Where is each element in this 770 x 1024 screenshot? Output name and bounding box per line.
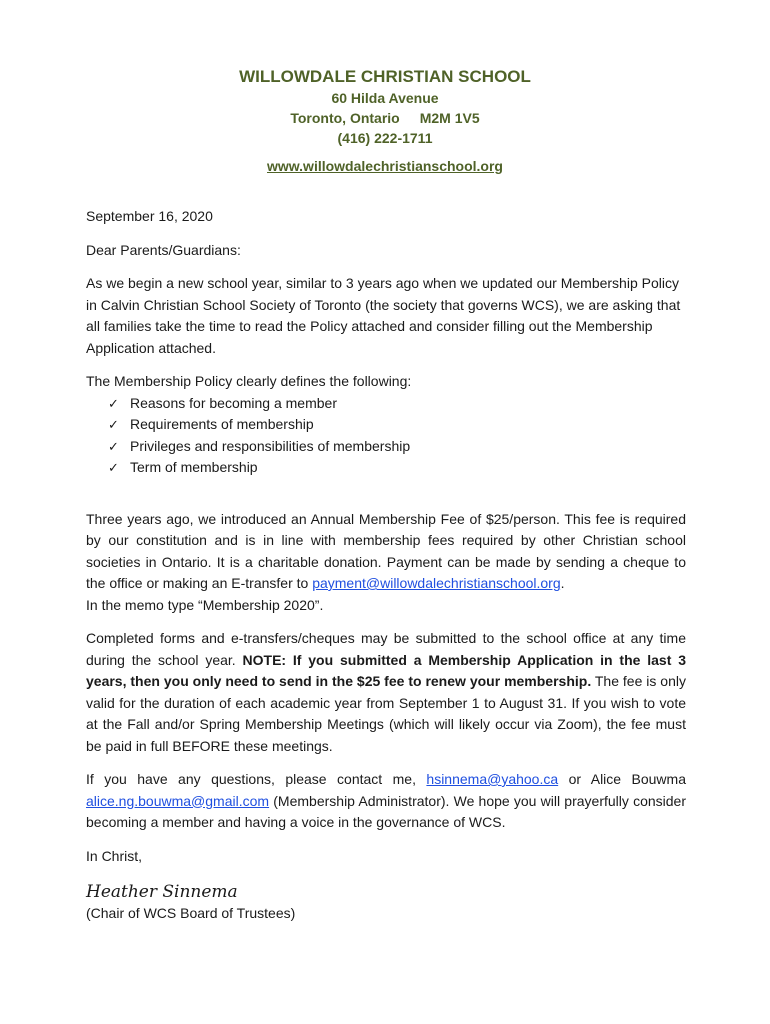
- intro-paragraph: As we begin a new school year, similar to 3 years ago when we updated our Membership Policy in Calvin Christian School Society of Toronto (the society that governs WCS), we are asking that all families take the time to read the Policy attached and consider filling out the Membership Application attached.: [86, 275, 681, 356]
- contact-email-link[interactable]: hsinnema@yahoo.ca: [426, 771, 559, 787]
- submit-text: Completed forms and e-transfers/cheques may be submitted to the school office at any time during the school year.: [86, 630, 686, 668]
- signer-title: (Chair of WCS Board of Trustees): [86, 905, 296, 921]
- website-link[interactable]: www.willowdalechristianschool.org: [267, 158, 503, 174]
- contact-mid: or Alice Bouwma: [558, 771, 686, 787]
- policy-lead: The Membership Policy clearly defines the following:: [86, 373, 412, 389]
- contact-text: If you have any questions, please contact me,: [86, 771, 427, 787]
- contact-paragraph: [86, 769, 686, 834]
- admin-email-link[interactable]: alice.ng.bouwma@gmail.com: [86, 792, 270, 809]
- fee-after: .: [560, 575, 565, 591]
- submit-note: NOTE: If you submitted a Membership Application in the last 3 years, then you only need to send in the $25 fee to renew your membership.: [86, 651, 686, 689]
- policy-section: [86, 371, 686, 479]
- fee-paragraph: [86, 509, 686, 617]
- letter-body: [86, 206, 686, 924]
- letter-date: September 16, 2020: [86, 208, 213, 224]
- checkmark-icon: ✓: [108, 417, 119, 432]
- list-item: [108, 414, 686, 436]
- checkmark-icon: ✓: [108, 438, 119, 454]
- contact-rest: (Membership Administrator). We hope you will prayerfully consider becoming a member and having a voice in the governance of WCS.: [86, 792, 686, 830]
- closing: In Christ,: [86, 847, 143, 864]
- checkmark-icon: ✓: [108, 460, 119, 475]
- list-item-label: Reasons for becoming a member: [130, 394, 337, 411]
- phone-number: (416) 222-1711: [337, 130, 433, 146]
- submit-rest: The fee is only valid for the duration of each academic year from September 1 to August 31. If you wish to vote at the Fall and/or Spring Membership Meetings (which will likely occur via Zoom), the fee must be paid in full BEFORE these meetings.: [86, 673, 686, 754]
- list-item-label: Privileges and responsibilities of membership: [130, 437, 411, 454]
- submit-paragraph: [86, 628, 686, 757]
- payment-email-link[interactable]: payment@willowdalechristianschool.org: [312, 575, 561, 591]
- policy-checklist: [86, 393, 686, 479]
- list-item-label: Requirements of membership: [130, 416, 314, 432]
- list-item-label: Term of membership: [130, 459, 258, 475]
- signature: Heather Sinnema: [86, 882, 238, 902]
- city-line: [0, 108, 770, 128]
- school-name: WILLOWDALE CHRISTIAN SCHOOL: [239, 67, 531, 86]
- memo-text: In the memo type “Membership 2020”.: [86, 596, 324, 613]
- postal-code: M2M 1V5: [419, 110, 480, 126]
- list-item: [108, 457, 686, 479]
- list-item: [108, 393, 686, 415]
- fee-text: Three years ago, we introduced an Annual Membership Fee of $25/person. This fee is required by our constitution and is in line with membership fees required by other Christian school societies in Ontario. It is a charitable donation. Payment can be made by sending a cheque to the office or making an E-transfer to: [86, 510, 686, 591]
- checkmark-icon: ✓: [108, 395, 119, 411]
- street-address: 60 Hilda Avenue: [331, 90, 439, 106]
- list-item: [108, 436, 686, 458]
- city: Toronto, Ontario: [290, 110, 400, 126]
- letterhead: [0, 66, 770, 176]
- salutation: Dear Parents/Guardians:: [86, 241, 241, 258]
